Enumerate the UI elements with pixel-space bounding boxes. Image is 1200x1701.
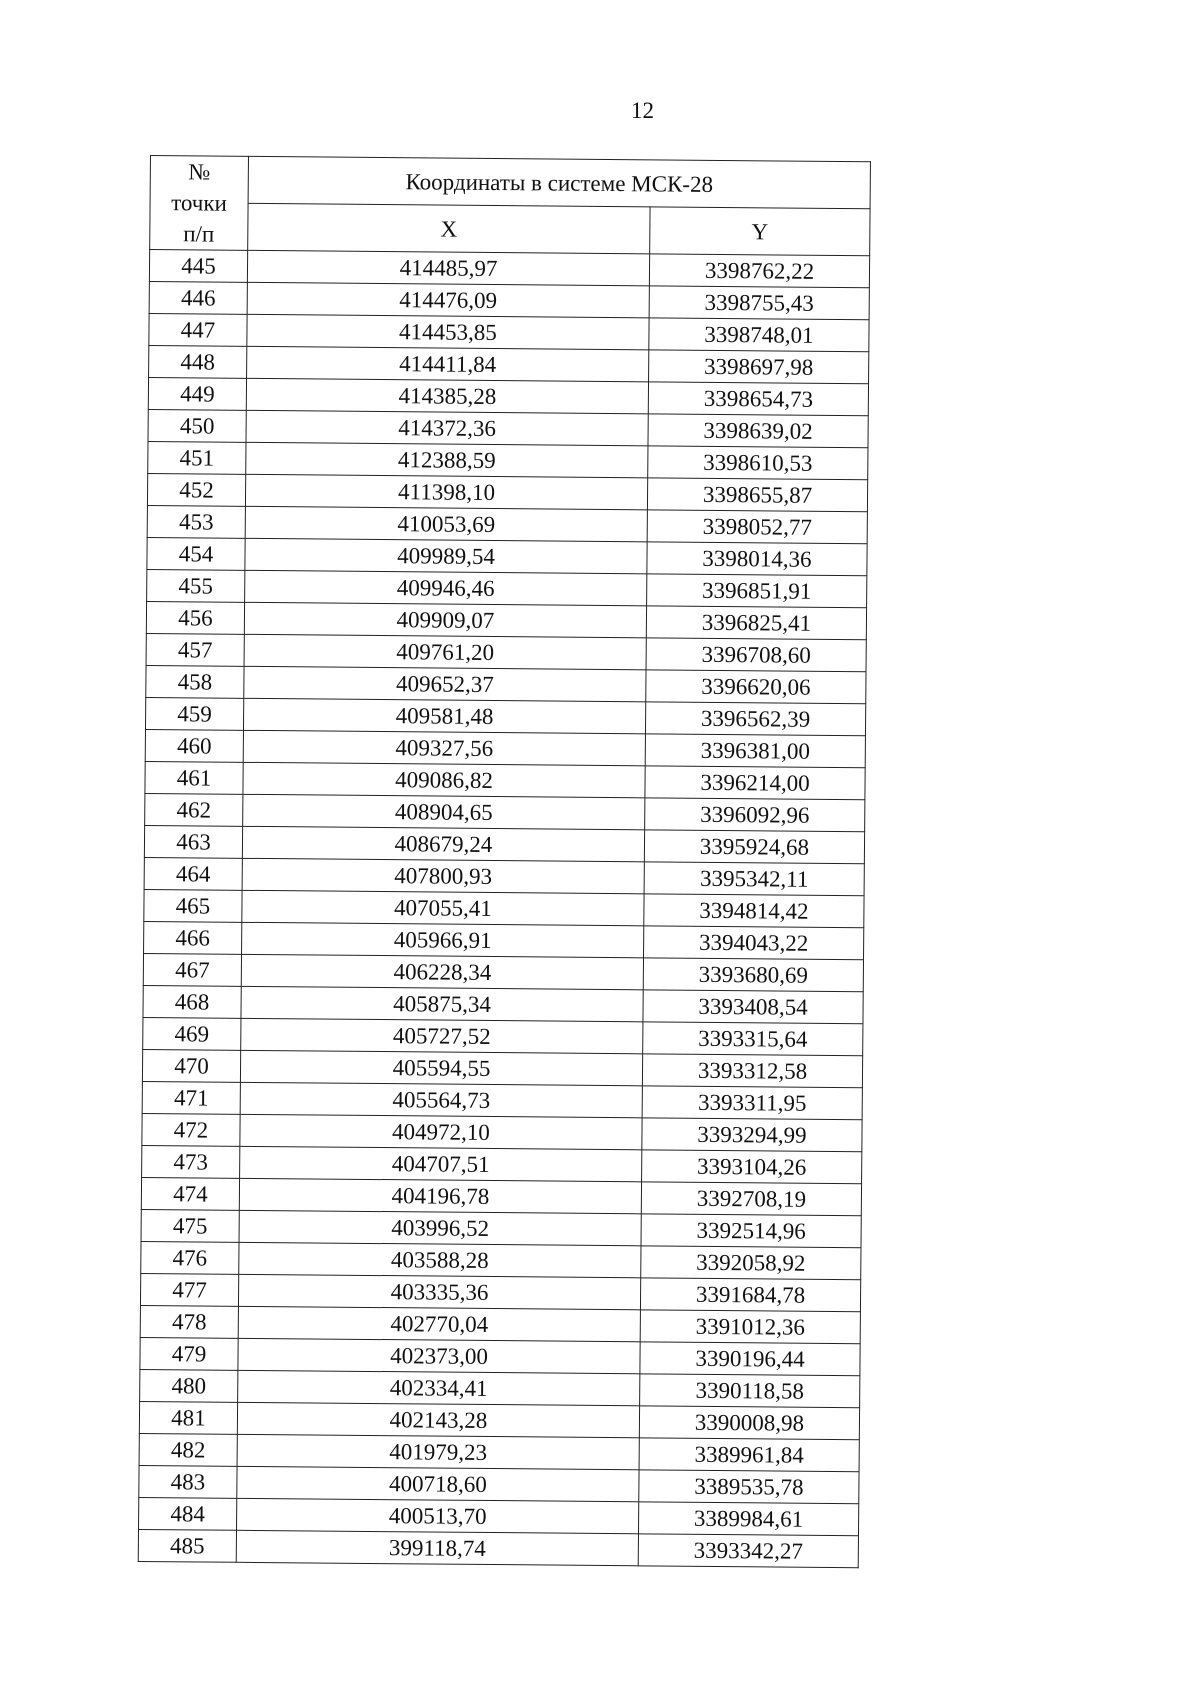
point-number-cell: 467 bbox=[143, 953, 241, 986]
y-coordinate-cell: 3390196,44 bbox=[640, 1342, 860, 1376]
x-coordinate-cell: 400513,70 bbox=[237, 1498, 639, 1534]
y-coordinate-cell: 3396214,00 bbox=[645, 766, 865, 800]
x-coordinate-cell: 400718,60 bbox=[237, 1466, 639, 1502]
point-number-cell: 458 bbox=[146, 665, 244, 698]
y-coordinate-cell: 3393342,27 bbox=[638, 1534, 858, 1568]
x-coordinate-cell: 405966,91 bbox=[242, 922, 644, 958]
point-number-cell: 480 bbox=[140, 1369, 238, 1402]
x-coordinate-cell: 402373,00 bbox=[238, 1338, 640, 1374]
x-coordinate-cell: 405594,55 bbox=[240, 1050, 642, 1086]
x-coordinate-cell: 402770,04 bbox=[238, 1306, 640, 1342]
y-coordinate-cell: 3389961,84 bbox=[639, 1438, 859, 1472]
y-coordinate-cell: 3393311,95 bbox=[642, 1086, 862, 1120]
point-number-cell: 475 bbox=[141, 1209, 239, 1242]
point-number-cell: 477 bbox=[140, 1273, 238, 1306]
point-number-cell: 470 bbox=[142, 1049, 240, 1082]
point-number-cell: 446 bbox=[149, 281, 247, 314]
x-coordinate-cell: 409909,07 bbox=[244, 602, 646, 638]
point-number-cell: 456 bbox=[146, 601, 244, 634]
x-coordinate-cell: 402143,28 bbox=[237, 1402, 639, 1438]
y-coordinate-cell: 3396708,60 bbox=[646, 638, 866, 672]
x-coordinate-cell: 409946,46 bbox=[245, 570, 647, 606]
point-number-cell: 445 bbox=[149, 250, 247, 283]
y-coordinate-cell: 3398748,01 bbox=[649, 318, 869, 352]
point-number-cell: 449 bbox=[148, 377, 246, 410]
x-coordinate-cell: 403588,28 bbox=[239, 1242, 641, 1278]
y-coordinate-cell: 3396381,00 bbox=[645, 734, 865, 768]
point-number-cell: 484 bbox=[139, 1497, 237, 1530]
point-number-header-line-1: № bbox=[188, 159, 211, 185]
point-number-cell: 460 bbox=[145, 729, 243, 762]
point-number-cell: 462 bbox=[145, 793, 243, 826]
y-coordinate-cell: 3393104,26 bbox=[642, 1150, 862, 1184]
y-coordinate-cell: 3398755,43 bbox=[649, 286, 869, 320]
point-number-cell: 481 bbox=[139, 1401, 237, 1434]
point-number-cell: 478 bbox=[140, 1305, 238, 1338]
y-coordinate-cell: 3392708,19 bbox=[641, 1182, 861, 1216]
x-coordinate-cell: 404972,10 bbox=[240, 1114, 642, 1150]
point-number-cell: 465 bbox=[144, 889, 242, 922]
x-coordinate-cell: 410053,69 bbox=[245, 506, 647, 542]
y-coordinate-cell: 3398014,36 bbox=[647, 542, 867, 576]
y-coordinate-cell: 3396092,96 bbox=[645, 798, 865, 832]
y-coordinate-cell: 3398610,53 bbox=[648, 446, 868, 480]
x-coordinate-cell: 412388,59 bbox=[246, 442, 648, 478]
x-coordinate-cell: 409761,20 bbox=[244, 634, 646, 670]
x-coordinate-cell: 405727,52 bbox=[241, 1018, 643, 1054]
y-coordinate-cell: 3396620,06 bbox=[646, 670, 866, 704]
x-coordinate-cell: 411398,10 bbox=[245, 474, 647, 510]
point-number-cell: 451 bbox=[148, 441, 246, 474]
x-coordinate-cell: 399118,74 bbox=[236, 1530, 638, 1566]
point-number-cell: 452 bbox=[147, 473, 245, 506]
table-row bbox=[138, 1529, 858, 1567]
x-coordinate-cell: 403335,36 bbox=[238, 1274, 640, 1310]
point-number-cell: 471 bbox=[142, 1081, 240, 1114]
y-coordinate-cell: 3393315,64 bbox=[643, 1022, 863, 1056]
point-number-cell: 454 bbox=[147, 537, 245, 570]
x-coordinate-cell: 404196,78 bbox=[239, 1178, 641, 1214]
x-coordinate-cell: 404707,51 bbox=[240, 1146, 642, 1182]
point-number-cell: 474 bbox=[141, 1177, 239, 1210]
y-coordinate-cell: 3395924,68 bbox=[644, 830, 864, 864]
x-coordinate-cell: 407055,41 bbox=[242, 890, 644, 926]
y-coordinate-cell: 3391012,36 bbox=[640, 1310, 860, 1344]
y-coordinate-cell: 3394043,22 bbox=[644, 926, 864, 960]
y-coordinate-cell: 3392514,96 bbox=[641, 1214, 861, 1248]
y-coordinate-cell: 3393294,99 bbox=[642, 1118, 862, 1152]
point-number-header bbox=[150, 156, 249, 251]
coordinates-table bbox=[138, 155, 871, 1568]
x-coordinate-cell: 408679,24 bbox=[242, 826, 644, 862]
y-coordinate-cell: 3389984,61 bbox=[638, 1502, 858, 1536]
point-number-cell: 455 bbox=[147, 569, 245, 602]
y-coordinate-cell: 3398639,02 bbox=[648, 414, 868, 448]
y-coordinate-cell: 3390008,98 bbox=[639, 1406, 859, 1440]
x-coordinate-cell: 401979,23 bbox=[237, 1434, 639, 1470]
point-number-header-line-2: точки bbox=[171, 190, 228, 216]
point-number-cell: 482 bbox=[139, 1433, 237, 1466]
point-number-cell: 463 bbox=[144, 825, 242, 858]
point-number-cell: 461 bbox=[145, 761, 243, 794]
y-coordinate-cell: 3398654,73 bbox=[648, 382, 868, 416]
point-number-cell: 483 bbox=[139, 1465, 237, 1498]
y-coordinate-cell: 3398052,77 bbox=[647, 510, 867, 544]
x-coordinate-cell: 414411,84 bbox=[247, 346, 649, 382]
point-number-cell: 453 bbox=[147, 505, 245, 538]
table-body bbox=[138, 250, 869, 1568]
y-coordinate-cell: 3396825,41 bbox=[646, 606, 866, 640]
point-number-cell: 479 bbox=[140, 1337, 238, 1370]
coordinates-system-header: Координаты в системе МСК-28 bbox=[248, 156, 870, 208]
x-coordinate-cell: 414485,97 bbox=[247, 250, 649, 286]
point-number-cell: 459 bbox=[145, 697, 243, 730]
point-number-header-line-3: п/п bbox=[183, 221, 215, 247]
x-coordinate-cell: 414453,85 bbox=[247, 314, 649, 350]
point-number-cell: 447 bbox=[149, 313, 247, 346]
x-coordinate-cell: 414385,28 bbox=[246, 378, 648, 414]
x-coordinate-cell: 409989,54 bbox=[245, 538, 647, 574]
point-number-cell: 485 bbox=[138, 1529, 236, 1562]
x-column-header: X bbox=[248, 203, 650, 254]
x-coordinate-cell: 402334,41 bbox=[238, 1370, 640, 1406]
x-coordinate-cell: 409652,37 bbox=[244, 666, 646, 702]
x-coordinate-cell: 409581,48 bbox=[243, 698, 645, 734]
y-coordinate-cell: 3396851,91 bbox=[647, 574, 867, 608]
x-coordinate-cell: 414476,09 bbox=[247, 282, 649, 318]
point-number-cell: 473 bbox=[142, 1145, 240, 1178]
x-coordinate-cell: 407800,93 bbox=[242, 858, 644, 894]
y-coordinate-cell: 3395342,11 bbox=[644, 862, 864, 896]
y-coordinate-cell: 3398697,98 bbox=[649, 350, 869, 384]
y-coordinate-cell: 3396562,39 bbox=[645, 702, 865, 736]
point-number-cell: 476 bbox=[141, 1241, 239, 1274]
point-number-cell: 448 bbox=[149, 345, 247, 378]
point-number-cell: 469 bbox=[143, 1017, 241, 1050]
y-coordinate-cell: 3389535,78 bbox=[639, 1470, 859, 1504]
point-number-cell: 457 bbox=[146, 633, 244, 666]
x-coordinate-cell: 405875,34 bbox=[241, 986, 643, 1022]
point-number-cell: 468 bbox=[143, 985, 241, 1018]
point-number-cell: 466 bbox=[144, 921, 242, 954]
table-header bbox=[150, 156, 871, 256]
y-coordinate-cell: 3393408,54 bbox=[643, 990, 863, 1024]
y-coordinate-cell: 3391684,78 bbox=[640, 1278, 860, 1312]
point-number-cell: 450 bbox=[148, 409, 246, 442]
y-column-header: Y bbox=[650, 207, 870, 256]
x-coordinate-cell: 414372,36 bbox=[246, 410, 648, 446]
x-coordinate-cell: 406228,34 bbox=[241, 954, 643, 990]
x-coordinate-cell: 408904,65 bbox=[243, 794, 645, 830]
page-number: 12 bbox=[631, 98, 654, 123]
x-coordinate-cell: 403996,52 bbox=[239, 1210, 641, 1246]
point-number-cell: 464 bbox=[144, 857, 242, 890]
y-coordinate-cell: 3393312,58 bbox=[642, 1054, 862, 1088]
y-coordinate-cell: 3392058,92 bbox=[641, 1246, 861, 1280]
y-coordinate-cell: 3390118,58 bbox=[640, 1374, 860, 1408]
y-coordinate-cell: 3398762,22 bbox=[649, 254, 869, 288]
y-coordinate-cell: 3398655,87 bbox=[647, 478, 867, 512]
point-number-cell: 472 bbox=[142, 1113, 240, 1146]
x-coordinate-cell: 409327,56 bbox=[243, 730, 645, 766]
x-coordinate-cell: 405564,73 bbox=[240, 1082, 642, 1118]
y-coordinate-cell: 3393680,69 bbox=[643, 958, 863, 992]
x-coordinate-cell: 409086,82 bbox=[243, 762, 645, 798]
y-coordinate-cell: 3394814,42 bbox=[644, 894, 864, 928]
